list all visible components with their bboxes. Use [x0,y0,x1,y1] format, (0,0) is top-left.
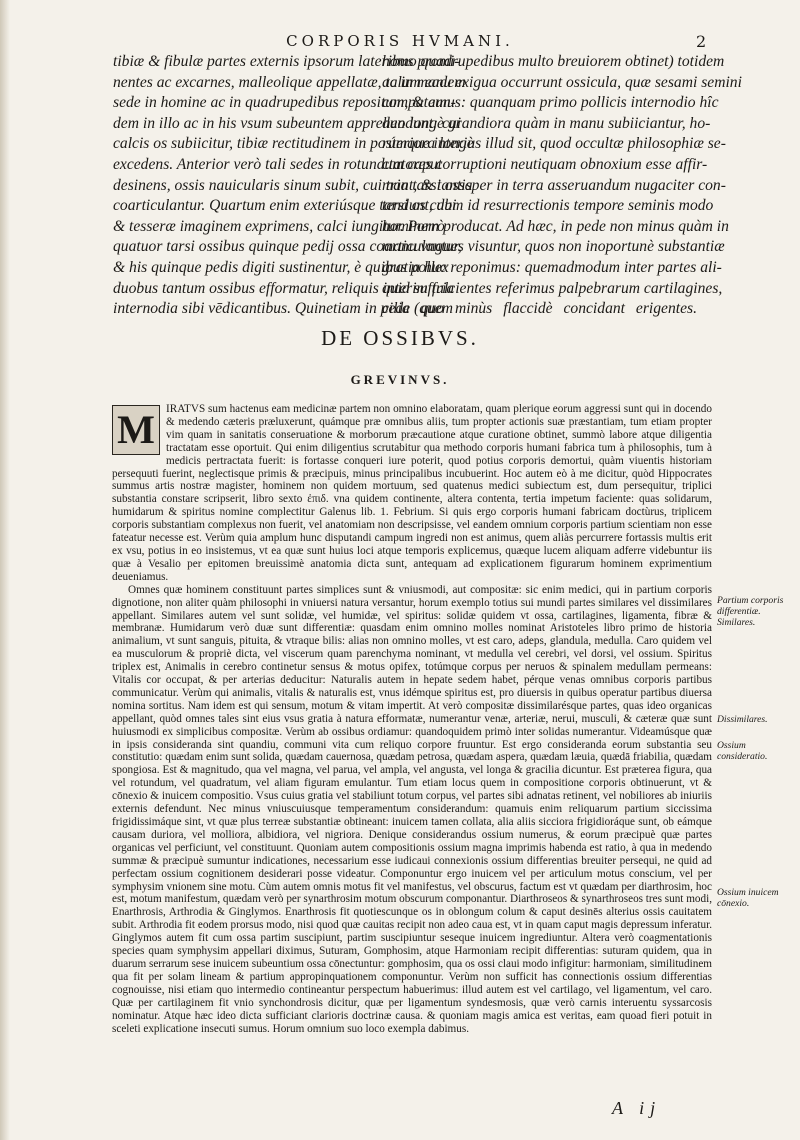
right-line: hominem producat. Ad hæc, in pede non minus quàm in [382,217,729,235]
page-gutter-shadow [0,0,10,1140]
signature-mark: A ij [612,1098,662,1118]
left-line: & his quinque pedis digiti sustinentur, è quibus pollex [113,258,449,276]
paragraph: Omnes quæ hominem constituunt partes simplices sunt & vniusmodi, aut compositæ: sic enim medici, qui in partium corporis dignotione, non aliter quàm philosophi in vniuersi natura versantur, horum exemplo totius sui mundi partes similares vel dissimilares appellant. Similares autem vel sunt solidæ, vel humidæ, vel spiritus: solidæ quidem vt ossa, cartilagines, ligamenta, fibræ & membranæ. Humidarum verò duæ sunt differentiæ: quasdam enim omnino molles nominat Aristoteles libro primo de historia animalium, vt sunt sanguis, pituita, & vtraque bilis: alias non omnino molles, vt est caro, adeps, glandula, medulla. Caro quidem vel ea musculorum & propriè dicta, vel viscerum quam parenchyma nominant, vt medulla vel cerebri, vel dorsi, vel ossium. Spiritus triplex est, Animalis in cerebro continetur sensus & motus opifex, totúmque corpus per neruos & spinalem medullam permeans: Vitalis cor occupat, & per arterias deducitur: Naturalis autem in hepate sedem habet, pérque venas omnibus corporis partibus communicatur. Verùm qui animalis, vitalis & naturalis est, vnus idémque spiritus est, pro diuersis in quibus operatur partibus diuersa nomina sortitus. Nam idem est qui sensum, motum & vitam impertit. At verò compositæ dissimilarésque partes, quas ideo organicas appellant, quòd omnes tales sint eius vsus gratia à natura efformatæ, numerantur venæ, arteriæ, nerui, musculi, & cæteræ quæ sunt huiusmodi ex simplicibus compositæ. Verùm ab ossibus ordiamur: quandoquidem primò inter solidas numerantur. Videamúsque quæ in ipsis consideranda sint quandiu, communi vita cum reliquo corpore fruuntur. Est ergo consideranda eorum substantia seu constitutio: quædam enim sunt solida, quædam cauernosa, quædam petrosa, quædam aspera, quædam læuia, quædā friabilia, quædam spongiosa. Est & magnitudo, qua vel magna, vel parua, vel ampla, vel angusta, vel longa & gracilia dicuntur. Est præterea figura, qua vel rotundum, vel quadratum, vel aliam figuram emulantur. Tum etiam locus quem in compositione corporis obtinuerunt, vt & cōnexio & inuicem compositio. Vsus cuius gratia vel stabiliunt totum corpus, vel partes sibi adnatas retinent, vel nobiliores ab iniuriis externis defendunt. Nec minus vniuscuiusque temperamentum considerandum: quamuis enim reliquarum partium siccissima frigidissimáque sint, vt quæ plus terreæ substantiæ obtineant: inuicem tamen collata, alia aliis sicciora frigidioráque sunt, ob eámque causam duriora, vel molliora, albidiora, vel nigriora. Denique considerandus ossium numerus, & eorum præcipuè quæ partes organicas vel perficiunt, vel constituunt. Quoniam autem compositionis ossium magna imprimis habenda est ratio, à qua in medendo summæ & præcipuè sumuntur indicationes, necessarium esse iudicaui connexionis ossium differentias breuiter persequi, ne quid ad perfectam ossium cognitionem desiderari posse videatur. Componuntur ergo inuicem vel per articulum motus conscium, vel per symphysim vnionem sine motu. Cùm autem omnis motus fit vel manifestus, vel obscurus, factum est vt quædam per diarthrosim, hoc est, motum manifestum, quædam verò per synarthrosim motum obscurum componantur. Diarthroseos & synarthroseos tres sunt modi, Enarthrosis, Arthrodia & Ginglymos. Enarthrosis fit quotiescunque os in oblongum colum & caput desinēs alterius ossis cauitatem subit. Arthrodia fit eodem prorsus modo, nisi quod quæ cauitas recipit non adeo caua est, vt in quam caput magis depressum inferatur. Ginglymos autem fit cum ossa partim suscipiunt, partim suscipiuntur seseque inuicem ingrediuntur. Altera verò coagmentationis species quam symphysim appellari diximus, Suturam, Gomphosim, atque Harmoniam recipit differentias: suturam quidem, qua in duarum serrarum sese inuicem subeuntium ossa cōnectuntur: gomphosim, qua os ossi claui modo infigitur: harmoniam, similitudinem qua fit per solam lineam & partium appropinquationem componuntur. Verùm non sufficit has connectionis ossium differentias cognouisse, nisi etiam quo intermedio contineantur perspectum habuerimus: illud autem est vel cartilago, vel ligamentum, vel caro. Quæ per cartilaginem fit vnio synchondrosis dicitur, quæ per ligamentum syndesmosis, quæ verò carnis interuentu syssarcosis nominatur. Atque hæc ideo dicta sufficiant clarioris doctrinæ causa. & quoniam magis amica est veritas, eam quoad fieri potuit in sceleti explicatione insecuti sumus. Horum omnium suo loco exempla dabimus. [112,583,712,1035]
left-line: desinens, ossis nauicularis sinum subit, cui tria tarsi ossa [113,176,473,194]
right-line: quid suffulcientes referimus palpebrarum cartilagines, [382,279,723,297]
paragraph [112,403,712,584]
right-line: gratia huc reponimus: quemadmodum inter partes ali- [382,258,722,276]
drop-cap-initial: M [112,405,160,455]
left-line: calcis os subiicitur, tibiæ rectitudinem in posteriora longè [113,135,474,153]
left-line: nentes ac excarnes, malleolique appellatæ, talum eadem [113,73,466,91]
left-line: sede in homine ac in quadrupedibus repositum, & eun- [113,94,456,112]
section-title: DE OSSIBVS. [321,326,479,350]
margin-note: Ossium inuicem cōnexio. [717,887,779,909]
left-line: coarticulantur. Quartum enim exteriúsque tarsi os cubi [113,197,457,215]
right-line: cilia quo minùs flaccidè concidant erigentes. [382,300,697,318]
right-line: homo quadrupedibus multo breuiorem obtinet) totidem [382,53,725,70]
left-column [113,52,474,320]
right-line: manu vngues visuntur, quos non inoportunè substantiæ [382,238,725,256]
left-line: tibiæ & fibulæ partes externis ipsorum lateribus promi- [113,53,460,70]
margin-note: Ossium consideratio. [717,740,768,762]
right-line: rúmque interius illud sit, quod occultæ philosophiæ se- [382,135,726,153]
paragraph-text: IRATVS sum hactenus eam medicinæ partem non omnino elaboratam, quam plerique eorum aggressi sunt qui in docendo & medendo cæteris præluxerunt, quámque præ omnibus aliis, tum propter actionis suæ præstantiam, tum etiam propter vim quam in sanitatis conseruatione & morborum præcautione atque curatione obtinet, summò labore atque diligentia tractatam esse oportuit. Qui enim diligentius scrutabitur qua methodo corporis humani fabrica tum à philosophis, tum à medicis pertractata fuerit: is fortasse conqueri iure poterit, quod potius corporis demortui, quàm viuentis historiam persequuti fuerint, neglectisque primis & præcipuis, minus principalibus incubuerint. Hoc autem eò à me dicitur, quòd Hippocrates summus artis nostræ magister, hominem non quidem mortuum, sed quatenus medici subiectum est, dum persequitur, triplici substantia constare scripserit, libro sexto ἐπιδ. vna quidem continente, altera contenta, tertia impetum faciente: quas solidarum, humidarum & spiritus nomine complectitur Galenus lib. 1. Febrium. Si quis ergo corporis humani fabricam doctùrus, triplicem corporis substantiam complexus non fuerit, vel anatomiam non descripsisse, vel eandem omnium corporis partium scientiam non esse fateatur necesse est. Verùm quia amplum hunc disputandi campum ingredi non est animus, quem aliàs percurrere fortassis multis erit ex vsu, potius in eo insistemus, vt ea quæ sunt huius loci atque temporis explicemus, quæque lucem aliquam adferre videbuntur iis quæ à Vesalio per epitomen breuissimè anatomia dicta sunt, antequam ad explicationem figurarum hominem exprimentium deueniamus. [112,403,712,583]
main-text [112,403,712,1035]
left-line: internodia sibi vēdicantibus. Quinetiam in pede (quem [113,300,453,318]
right-column [382,52,742,320]
right-line: compatamus: quanquam primo pollicis internodio hîc [382,94,719,112]
margin-note: Partium corporis differentiæ. Similares. [717,595,784,628]
left-line: dem in illo ac in his vsum subeuntem apprehendunt: cui [113,114,462,132]
left-line: & tesseræ imaginem exprimens, calci iungitur. Porrò [113,217,445,235]
right-line: duo longè grandiora quàm in manu subiiciantur, ho- [382,114,711,132]
right-line: ctatores corruptioni neutiquam obnoxium esse affir- [382,155,708,173]
right-line: ac in manu exigua occurrunt ossicula, quæ sesami semini [382,73,742,91]
left-line: excedens. Anterior verò tali sedes in rotundum caput [113,155,443,173]
page-number: 2 [696,32,707,51]
right-line: tendunt, dum id resurrectionis tempore seminis modo [382,197,714,215]
left-line: duobus tantum ossibus efformatur, reliquis interim tria [113,279,455,297]
right-line: mant, & tantisper in terra asseruandum nugaciter con- [382,176,726,194]
author-heading: GREVINVS. [350,372,450,387]
margin-note: Dissimilares. [717,714,768,725]
left-line: quatuor tarsi ossibus quinque pedij ossa coarticulantur, [113,238,462,256]
running-title: CORPORIS HVMANI. [286,32,514,50]
